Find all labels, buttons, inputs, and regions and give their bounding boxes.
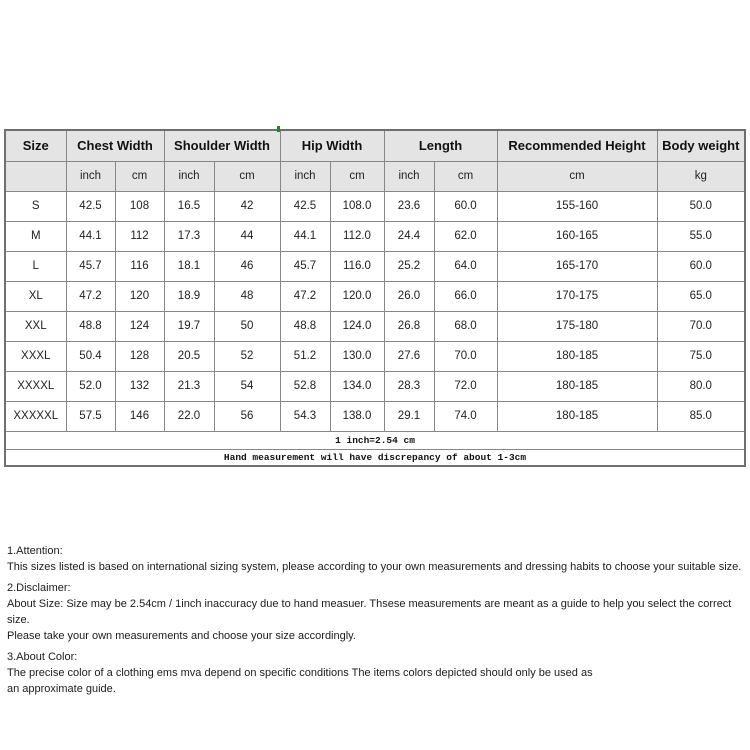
col-header-shoulder-width: Shoulder Width: [164, 130, 280, 161]
value-cell: 175-180: [497, 311, 657, 341]
unit-weight-kg: kg: [657, 161, 745, 191]
col-header-size: Size: [5, 130, 66, 161]
value-cell: 56: [214, 401, 280, 431]
value-cell: 160-165: [497, 221, 657, 251]
value-cell: 28.3: [384, 371, 434, 401]
value-cell: 116: [115, 251, 164, 281]
value-cell: 24.4: [384, 221, 434, 251]
col-header-body-weight: Body weight: [657, 130, 745, 161]
value-cell: 48.8: [280, 311, 330, 341]
value-cell: 47.2: [66, 281, 115, 311]
value-cell: 180-185: [497, 341, 657, 371]
value-cell: 18.9: [164, 281, 214, 311]
value-cell: 60.0: [434, 191, 497, 221]
unit-hip-inch: inch: [280, 161, 330, 191]
table-footnote-row: [5, 431, 745, 449]
unit-chest-cm: cm: [115, 161, 164, 191]
table-footnote-row: [5, 449, 745, 466]
value-cell: 70.0: [434, 341, 497, 371]
value-cell: 85.0: [657, 401, 745, 431]
unit-hip-cm: cm: [330, 161, 384, 191]
unit-chest-inch: inch: [66, 161, 115, 191]
size-chart-table: [4, 129, 746, 467]
table-row: [5, 401, 745, 431]
value-cell: 45.7: [280, 251, 330, 281]
about-color-body-line1: The precise color of a clothing ems mva depend on specific conditions The items colors depicted should only be used as: [7, 667, 593, 679]
value-cell: 27.6: [384, 341, 434, 371]
value-cell: 50: [214, 311, 280, 341]
green-tick-artifact: [277, 126, 280, 132]
about-color-title: 3.About Color:: [7, 651, 78, 663]
value-cell: 42: [214, 191, 280, 221]
col-header-hip-width: Hip Width: [280, 130, 384, 161]
value-cell: 44: [214, 221, 280, 251]
disclaimer-title: 2.Disclaimer:: [7, 582, 71, 594]
table-row: [5, 251, 745, 281]
col-header-recommended-height: Recommended Height: [497, 130, 657, 161]
value-cell: 132: [115, 371, 164, 401]
value-cell: 25.2: [384, 251, 434, 281]
unit-blank: [5, 161, 66, 191]
value-cell: 64.0: [434, 251, 497, 281]
value-cell: 48.8: [66, 311, 115, 341]
value-cell: 20.5: [164, 341, 214, 371]
value-cell: 116.0: [330, 251, 384, 281]
about-color-section: [7, 649, 748, 697]
value-cell: 52: [214, 341, 280, 371]
unit-shoulder-inch: inch: [164, 161, 214, 191]
size-cell: S: [5, 191, 66, 221]
size-table-body: [5, 191, 745, 431]
value-cell: 108.0: [330, 191, 384, 221]
table-row: [5, 371, 745, 401]
value-cell: 134.0: [330, 371, 384, 401]
value-cell: 44.1: [280, 221, 330, 251]
value-cell: 170-175: [497, 281, 657, 311]
header-unit-row: [5, 161, 745, 191]
value-cell: 120: [115, 281, 164, 311]
value-cell: 165-170: [497, 251, 657, 281]
value-cell: 23.6: [384, 191, 434, 221]
value-cell: 17.3: [164, 221, 214, 251]
value-cell: 29.1: [384, 401, 434, 431]
disclaimer-body-line1: About Size: Size may be 2.54cm / 1inch inaccuracy due to hand measuer. Thsese measurements are meant as a guide to help you select the correct size.: [7, 598, 732, 626]
value-cell: 57.5: [66, 401, 115, 431]
table-row: [5, 311, 745, 341]
value-cell: 155-160: [497, 191, 657, 221]
unit-shoulder-cm: cm: [214, 161, 280, 191]
value-cell: 19.7: [164, 311, 214, 341]
value-cell: 75.0: [657, 341, 745, 371]
value-cell: 66.0: [434, 281, 497, 311]
value-cell: 50.4: [66, 341, 115, 371]
value-cell: 130.0: [330, 341, 384, 371]
value-cell: 55.0: [657, 221, 745, 251]
value-cell: 26.8: [384, 311, 434, 341]
size-cell: XXL: [5, 311, 66, 341]
value-cell: 138.0: [330, 401, 384, 431]
value-cell: 128: [115, 341, 164, 371]
unit-length-inch: inch: [384, 161, 434, 191]
value-cell: 16.5: [164, 191, 214, 221]
value-cell: 45.7: [66, 251, 115, 281]
value-cell: 124.0: [330, 311, 384, 341]
value-cell: 60.0: [657, 251, 745, 281]
notes-section: [7, 543, 748, 702]
value-cell: 124: [115, 311, 164, 341]
value-cell: 108: [115, 191, 164, 221]
value-cell: 180-185: [497, 401, 657, 431]
value-cell: 70.0: [657, 311, 745, 341]
measurement-discrepancy-note: Hand measurement will have discrepancy of about 1-3cm: [5, 449, 745, 466]
value-cell: 48: [214, 281, 280, 311]
value-cell: 54.3: [280, 401, 330, 431]
attention-title: 1.Attention:: [7, 545, 63, 557]
size-cell: M: [5, 221, 66, 251]
value-cell: 72.0: [434, 371, 497, 401]
value-cell: 120.0: [330, 281, 384, 311]
disclaimer-section: [7, 580, 748, 644]
col-header-length: Length: [384, 130, 497, 161]
value-cell: 65.0: [657, 281, 745, 311]
value-cell: 51.2: [280, 341, 330, 371]
value-cell: 22.0: [164, 401, 214, 431]
value-cell: 52.0: [66, 371, 115, 401]
table-row: [5, 191, 745, 221]
value-cell: 54: [214, 371, 280, 401]
header-group-row: [5, 130, 745, 161]
size-cell: XXXXXL: [5, 401, 66, 431]
value-cell: 42.5: [280, 191, 330, 221]
value-cell: 42.5: [66, 191, 115, 221]
attention-body: This sizes listed is based on international sizing system, please according to your own measurements and dressing habits to choose your suitable size.: [7, 561, 742, 573]
value-cell: 68.0: [434, 311, 497, 341]
table-row: [5, 221, 745, 251]
value-cell: 18.1: [164, 251, 214, 281]
value-cell: 52.8: [280, 371, 330, 401]
value-cell: 180-185: [497, 371, 657, 401]
table-row: [5, 341, 745, 371]
value-cell: 74.0: [434, 401, 497, 431]
unit-length-cm: cm: [434, 161, 497, 191]
col-header-chest-width: Chest Width: [66, 130, 164, 161]
size-cell: XXXL: [5, 341, 66, 371]
unit-height-cm: cm: [497, 161, 657, 191]
size-cell: XXXXL: [5, 371, 66, 401]
value-cell: 112: [115, 221, 164, 251]
value-cell: 47.2: [280, 281, 330, 311]
value-cell: 44.1: [66, 221, 115, 251]
value-cell: 21.3: [164, 371, 214, 401]
size-cell: L: [5, 251, 66, 281]
about-color-body-line2: an approximate guide.: [7, 683, 116, 695]
size-cell: XL: [5, 281, 66, 311]
value-cell: 26.0: [384, 281, 434, 311]
value-cell: 62.0: [434, 221, 497, 251]
value-cell: 80.0: [657, 371, 745, 401]
value-cell: 46: [214, 251, 280, 281]
attention-section: [7, 543, 748, 575]
value-cell: 50.0: [657, 191, 745, 221]
disclaimer-body-line2: Please take your own measurements and choose your size accordingly.: [7, 630, 356, 642]
value-cell: 112.0: [330, 221, 384, 251]
table-row: [5, 281, 745, 311]
inch-conversion-note: 1 inch=2.54 cm: [5, 431, 745, 449]
value-cell: 146: [115, 401, 164, 431]
